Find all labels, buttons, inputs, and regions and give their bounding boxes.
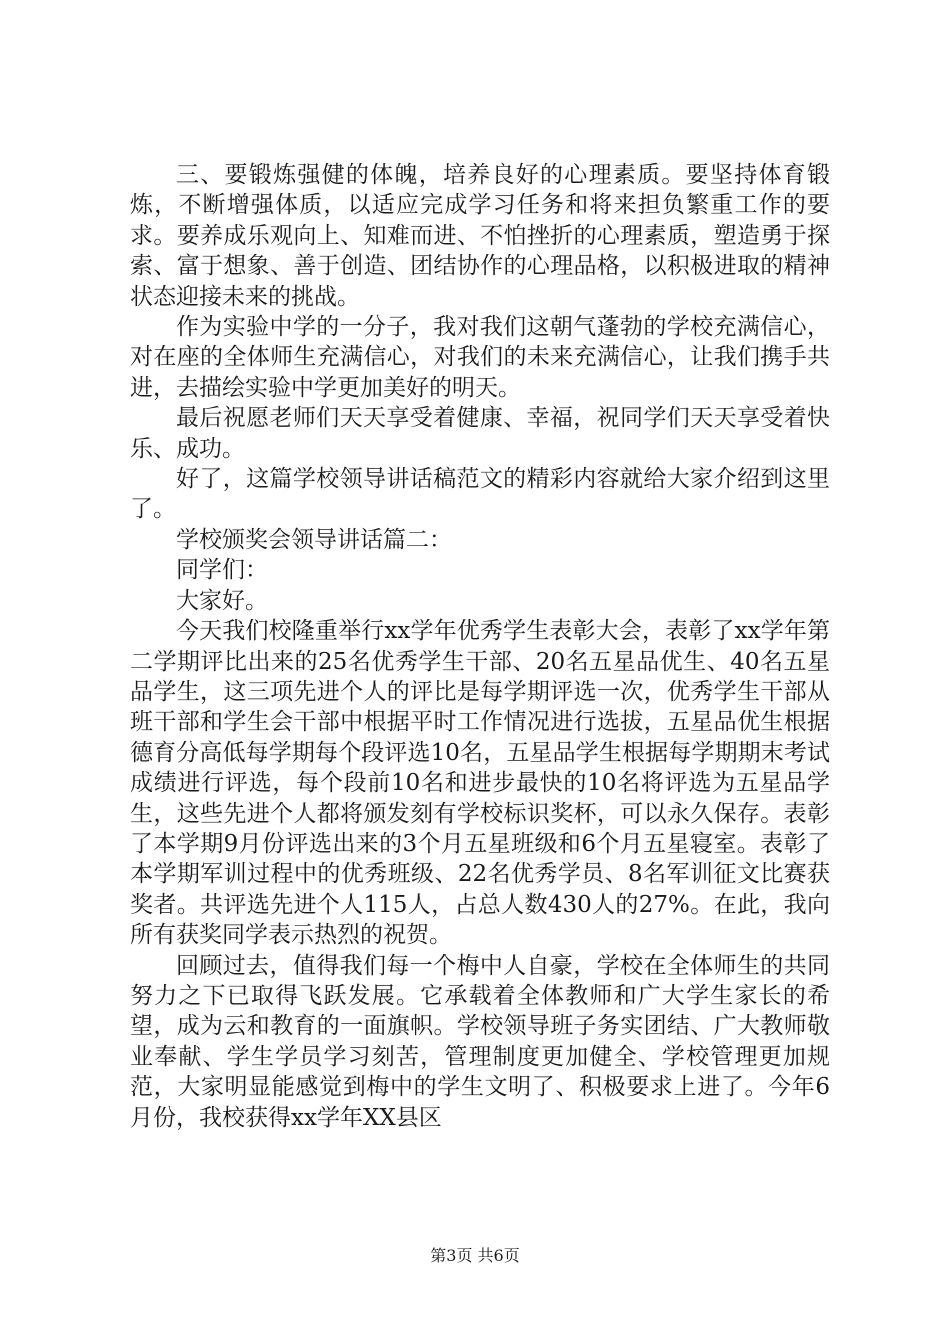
paragraph-review: 回顾过去，值得我们每一个梅中人自豪，学校在全体师生的共同努力之下已取得飞跃发展。它承载着全体教师和广大学生家长的希望，成为云和教育的一面旗帜。学校领导班子务实团结、广大教师敬业奉献、学生学员学习刻苦，管理制度更加健全、学校管理更加规范，大家明显能感觉到梅中的学生文明了、积极要求上进了。今年6月份，我校获得xx学年XX县区 xyxy=(130,952,830,1131)
page-footer: 第3页 共6页 xyxy=(430,1246,520,1265)
paragraph-closing-note: 好了，这篇学校领导讲话稿范文的精彩内容就给大家介绍到这里了。 xyxy=(130,466,830,523)
section-heading: 学校颁奖会领导讲话篇二： xyxy=(176,526,452,553)
paragraph-wishes: 最后祝愿老师们天天享受着健康、幸福，祝同学们天天享受着快乐、成功。 xyxy=(130,405,830,462)
paragraph-physical-fitness: 三、要锻炼强健的体魄，培养良好的心理素质。要坚持体育锻炼，不断增强体质，以适应完成学习任务和将来担负繁重工作的要求。要养成乐观向上、知难而进、不怕挫折的心理素质，塑造勇于探索、富于想象、善于创造、团结协作的心理品格，以积极进取的精神状态迎接未来的挑战。 xyxy=(130,162,830,310)
document-body xyxy=(130,160,830,1133)
paragraph-award-ceremony: 今天我们校隆重举行xx学年优秀学生表彰大会，表彰了xx学年第二学期评比出来的25名优秀学生干部、20名五星品优生、40名五星品学生，这三项先进个人的评比是每学期评选一次，优秀学生干部从班干部和学生会干部中根据平时工作情况进行选拔，五星品优生根据德育分高低每学期每个段评选10名，五星品学生根据每学期期末考试成绩进行评选，每个段前10名和进步最快的10名将评选为五星品学生，这些先进个人都将颁发刻有学校标识奖杯，可以永久保存。表彰了本学期9月份评选出来的3个月五星班级和6个月五星寝室。表彰了本学期军训过程中的优秀班级、22名优秀学员、8名军训征文比赛获奖者。共评选先进个人115人，占总人数430人的27%。在此，我向所有获奖同学表示热烈的祝贺。 xyxy=(130,618,830,949)
greeting-students: 同学们： xyxy=(176,557,268,584)
paragraph-confidence: 作为实验中学的一分子，我对我们这朝气蓬勃的学校充满信心，对在座的全体师生充满信心，对我们的未来充满信心，让我们携手共进，去描绘实验中学更加美好的明天。 xyxy=(130,314,830,401)
greeting-everyone: 大家好。 xyxy=(176,587,268,614)
